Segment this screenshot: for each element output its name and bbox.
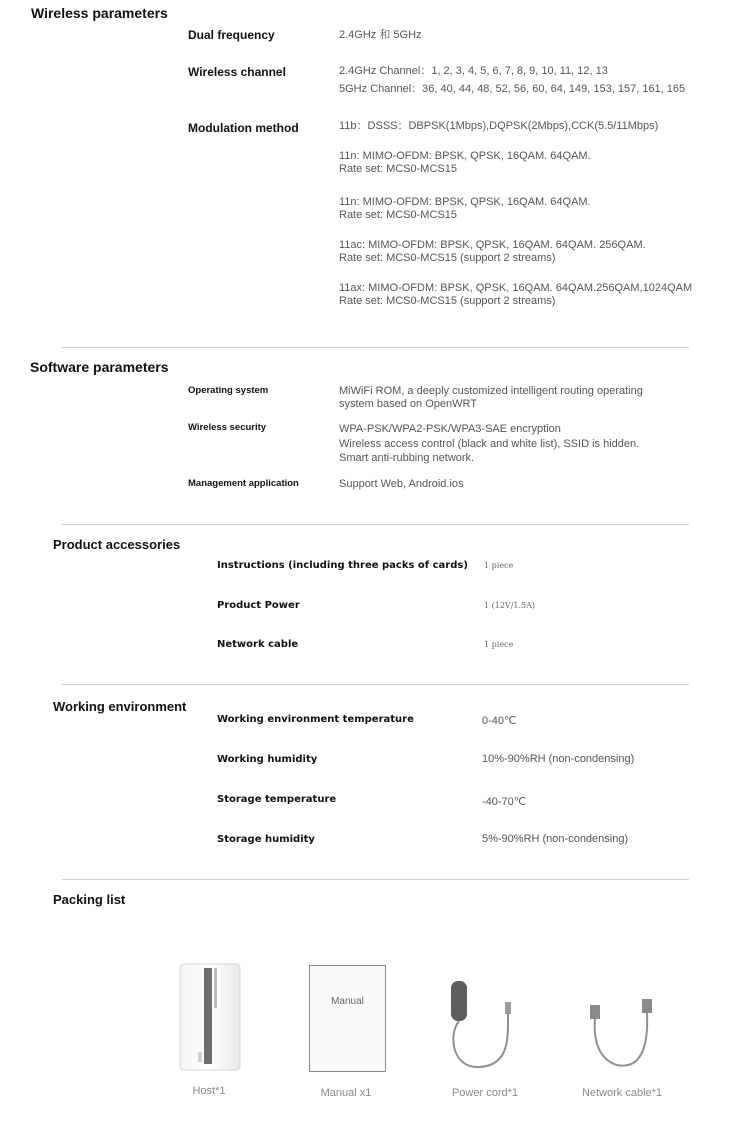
accessory-label: Instructions (including three packs of cards) bbox=[217, 560, 468, 571]
mod-11ac-line1: 11ac: MIMO-OFDM: BPSK, QPSK, 16QAM. 64QAM. 256QAM. bbox=[339, 239, 646, 251]
security-value-line2: Wireless access control (black and white list), SSID is hidden. bbox=[339, 437, 640, 450]
router-host-illustration bbox=[178, 962, 242, 1074]
packing-item-caption: Network cable*1 bbox=[581, 1087, 663, 1099]
mod-11ax-line1: 11ax: MIMO-OFDM: BPSK, QPSK, 16QAM. 64QAM.256QAM,1024QAM bbox=[339, 282, 693, 294]
security-value-line1: WPA-PSK/WPA2-PSK/WPA3-SAE encryption bbox=[339, 423, 561, 435]
wireless-channel-label: Wireless channel bbox=[188, 65, 286, 79]
power-cord-illustration bbox=[440, 975, 530, 1075]
section-title-wireless: Wireless parameters bbox=[31, 5, 168, 21]
mod-11ac-line2: Rate set: MCS0-MCS15 (support 2 streams) bbox=[339, 252, 556, 264]
packing-item-caption: Power cord*1 bbox=[451, 1087, 519, 1099]
os-value-line1: MiWiFi ROM, a deeply customized intelligent routing operating bbox=[339, 385, 643, 397]
mod-11n-a-line1: 11n: MIMO-OFDM: BPSK, QPSK, 16QAM. 64QAM. bbox=[339, 150, 591, 162]
section-title-accessories: Product accessories bbox=[53, 537, 181, 552]
mod-11n-a bbox=[339, 150, 591, 176]
modulation-label: Modulation method bbox=[188, 121, 299, 135]
section-title-packing: Packing list bbox=[53, 892, 126, 907]
accessory-value: 1 (12V/1.5A) bbox=[484, 601, 536, 610]
environment-value: 0-40℃ bbox=[482, 715, 517, 727]
environment-value: 10%-90%RH (non-condensing) bbox=[482, 753, 635, 765]
mgmt-label: Management application bbox=[188, 478, 299, 489]
channel-5-value: 5GHz Channel：36, 40, 44, 48, 52, 56, 60, 64, 149, 153, 157, 161, 165 bbox=[339, 83, 686, 95]
accessory-value: 1 piece bbox=[484, 561, 514, 570]
network-cable-illustration bbox=[584, 995, 664, 1075]
dual-frequency-value: 2.4GHz 和 5GHz bbox=[339, 29, 422, 41]
mgmt-value: Support Web, Android.ios bbox=[339, 478, 464, 490]
security-value bbox=[339, 422, 639, 466]
environment-label: Storage temperature bbox=[217, 794, 337, 805]
environment-label: Working humidity bbox=[217, 754, 318, 765]
mod-11n-b bbox=[339, 196, 591, 222]
accessory-label: Network cable bbox=[217, 639, 299, 650]
mod-11n-a-line2: Rate set: MCS0-MCS15 bbox=[339, 163, 457, 175]
mod-11n-b-line1: 11n: MIMO-OFDM: BPSK, QPSK, 16QAM. 64QAM. bbox=[339, 196, 591, 208]
divider bbox=[62, 684, 689, 685]
mod-11ax bbox=[339, 282, 692, 308]
environment-label: Working environment temperature bbox=[217, 714, 414, 725]
environment-value: -40-70℃ bbox=[482, 796, 527, 808]
mod-11b-value: 11b：DSSS：DBPSK(1Mbps),DQPSK(2Mbps),CCK(5.5/11Mbps) bbox=[339, 120, 659, 132]
security-value-line3: Smart anti-rubbing network. bbox=[339, 452, 475, 464]
accessory-label: Product Power bbox=[217, 600, 300, 611]
divider bbox=[62, 347, 689, 348]
manual-illustration bbox=[309, 965, 386, 1072]
accessory-value: 1 piece bbox=[484, 640, 514, 649]
environment-value: 5%-90%RH (non-condensing) bbox=[482, 833, 629, 845]
packing-item-caption: Manual x1 bbox=[320, 1087, 372, 1099]
dual-frequency-label: Dual frequency bbox=[188, 28, 275, 42]
os-label: Operating system bbox=[188, 385, 269, 396]
mod-11ax-line2: Rate set: MCS0-MCS15 (support 2 streams) bbox=[339, 295, 556, 307]
divider bbox=[62, 879, 689, 880]
mod-11n-b-line2: Rate set: MCS0-MCS15 bbox=[339, 209, 457, 221]
divider bbox=[62, 524, 689, 525]
environment-label: Storage humidity bbox=[217, 834, 315, 845]
channel-24-value: 2.4GHz Channel：1, 2, 3, 4, 5, 6, 7, 8, 9, 10, 11, 12, 13 bbox=[339, 65, 608, 77]
section-title-software: Software parameters bbox=[30, 359, 169, 375]
os-value-line2: system based on OpenWRT bbox=[339, 397, 477, 410]
mod-11ac bbox=[339, 239, 646, 265]
section-title-environment: Working environment bbox=[53, 699, 187, 714]
security-label: Wireless security bbox=[188, 422, 267, 433]
manual-cover-text: Manual bbox=[331, 996, 364, 1007]
os-value bbox=[339, 385, 643, 410]
packing-item-caption: Host*1 bbox=[192, 1085, 226, 1097]
